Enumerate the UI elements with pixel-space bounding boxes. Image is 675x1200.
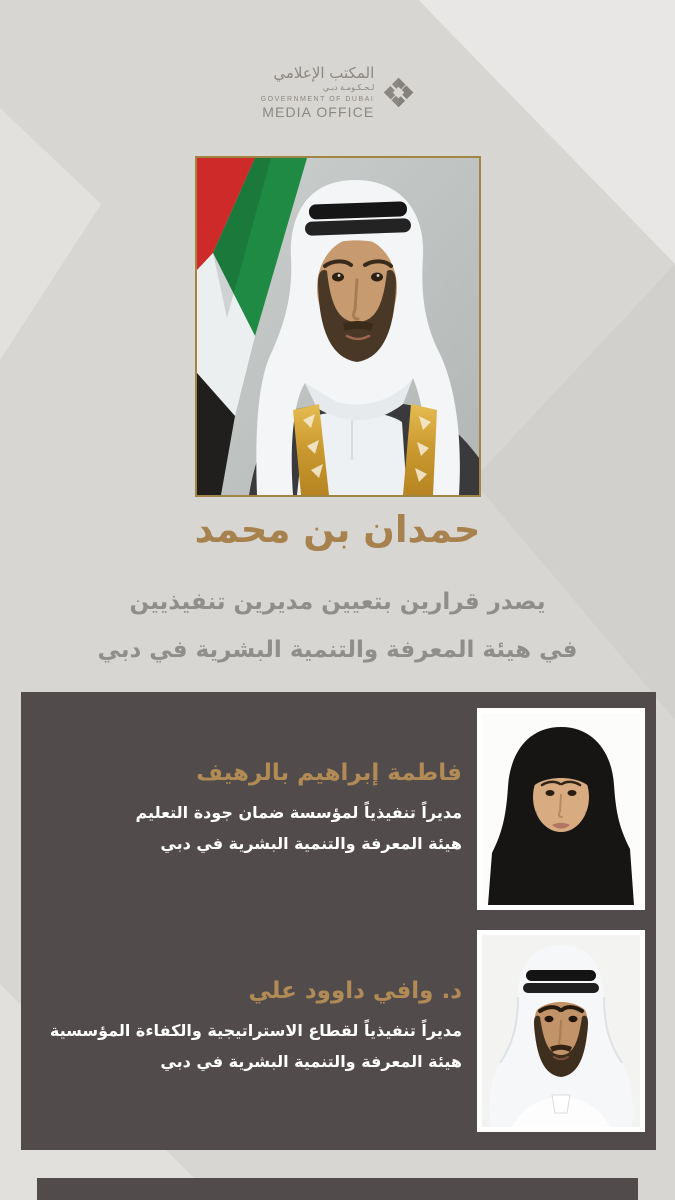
logo-english-line2: MEDIA OFFICE [262,104,375,120]
profile-name: د. وافي داوود علي [248,978,462,1004]
profile-wafi [42,978,462,1077]
logo-arabic-subtitle: لـحـكـومـة دبـي [322,83,375,92]
bottom-strip [37,1178,638,1200]
profile-role-2: هيئة المعرفة والتنمية البشرية في دبي [160,834,462,853]
profile-role-1: مديراً تنفيذياً لقطاع الاستراتيجية والكفاءة المؤسسية [49,1021,462,1040]
logo-text-block [261,64,375,120]
appointments-panel [21,692,656,1150]
photo-frame-fatima [477,708,645,910]
sheikh-portrait-graphic [197,158,479,495]
govdubai-media-office-logo [0,64,675,120]
diamond-logo-icon [383,77,414,108]
logo-arabic-title: المكتب الإعلامي [273,64,375,82]
woman-headshot [482,713,640,905]
profile-name: فاطمة إبراهيم بالرهيف [196,760,462,786]
profile-fatima [42,760,462,859]
logo-english-line1: GOVERNMENT OF DUBAI [260,96,375,103]
photo-frame-wafi [477,930,645,1132]
man-headshot [482,935,640,1127]
headline-subline1: يصدر قرارين بتعيين مديرين تنفيذيين [129,589,546,615]
profile-role-1: مديراً تنفيذياً لمؤسسة ضمان جودة التعليم [135,803,462,822]
portrait-frame [195,156,481,497]
headline-name: حمدان بن محمد [194,508,481,551]
headline-subline2: في هيئة المعرفة والتنمية البشرية في دبي [97,637,578,663]
profile-role-2: هيئة المعرفة والتنمية البشرية في دبي [160,1052,462,1071]
